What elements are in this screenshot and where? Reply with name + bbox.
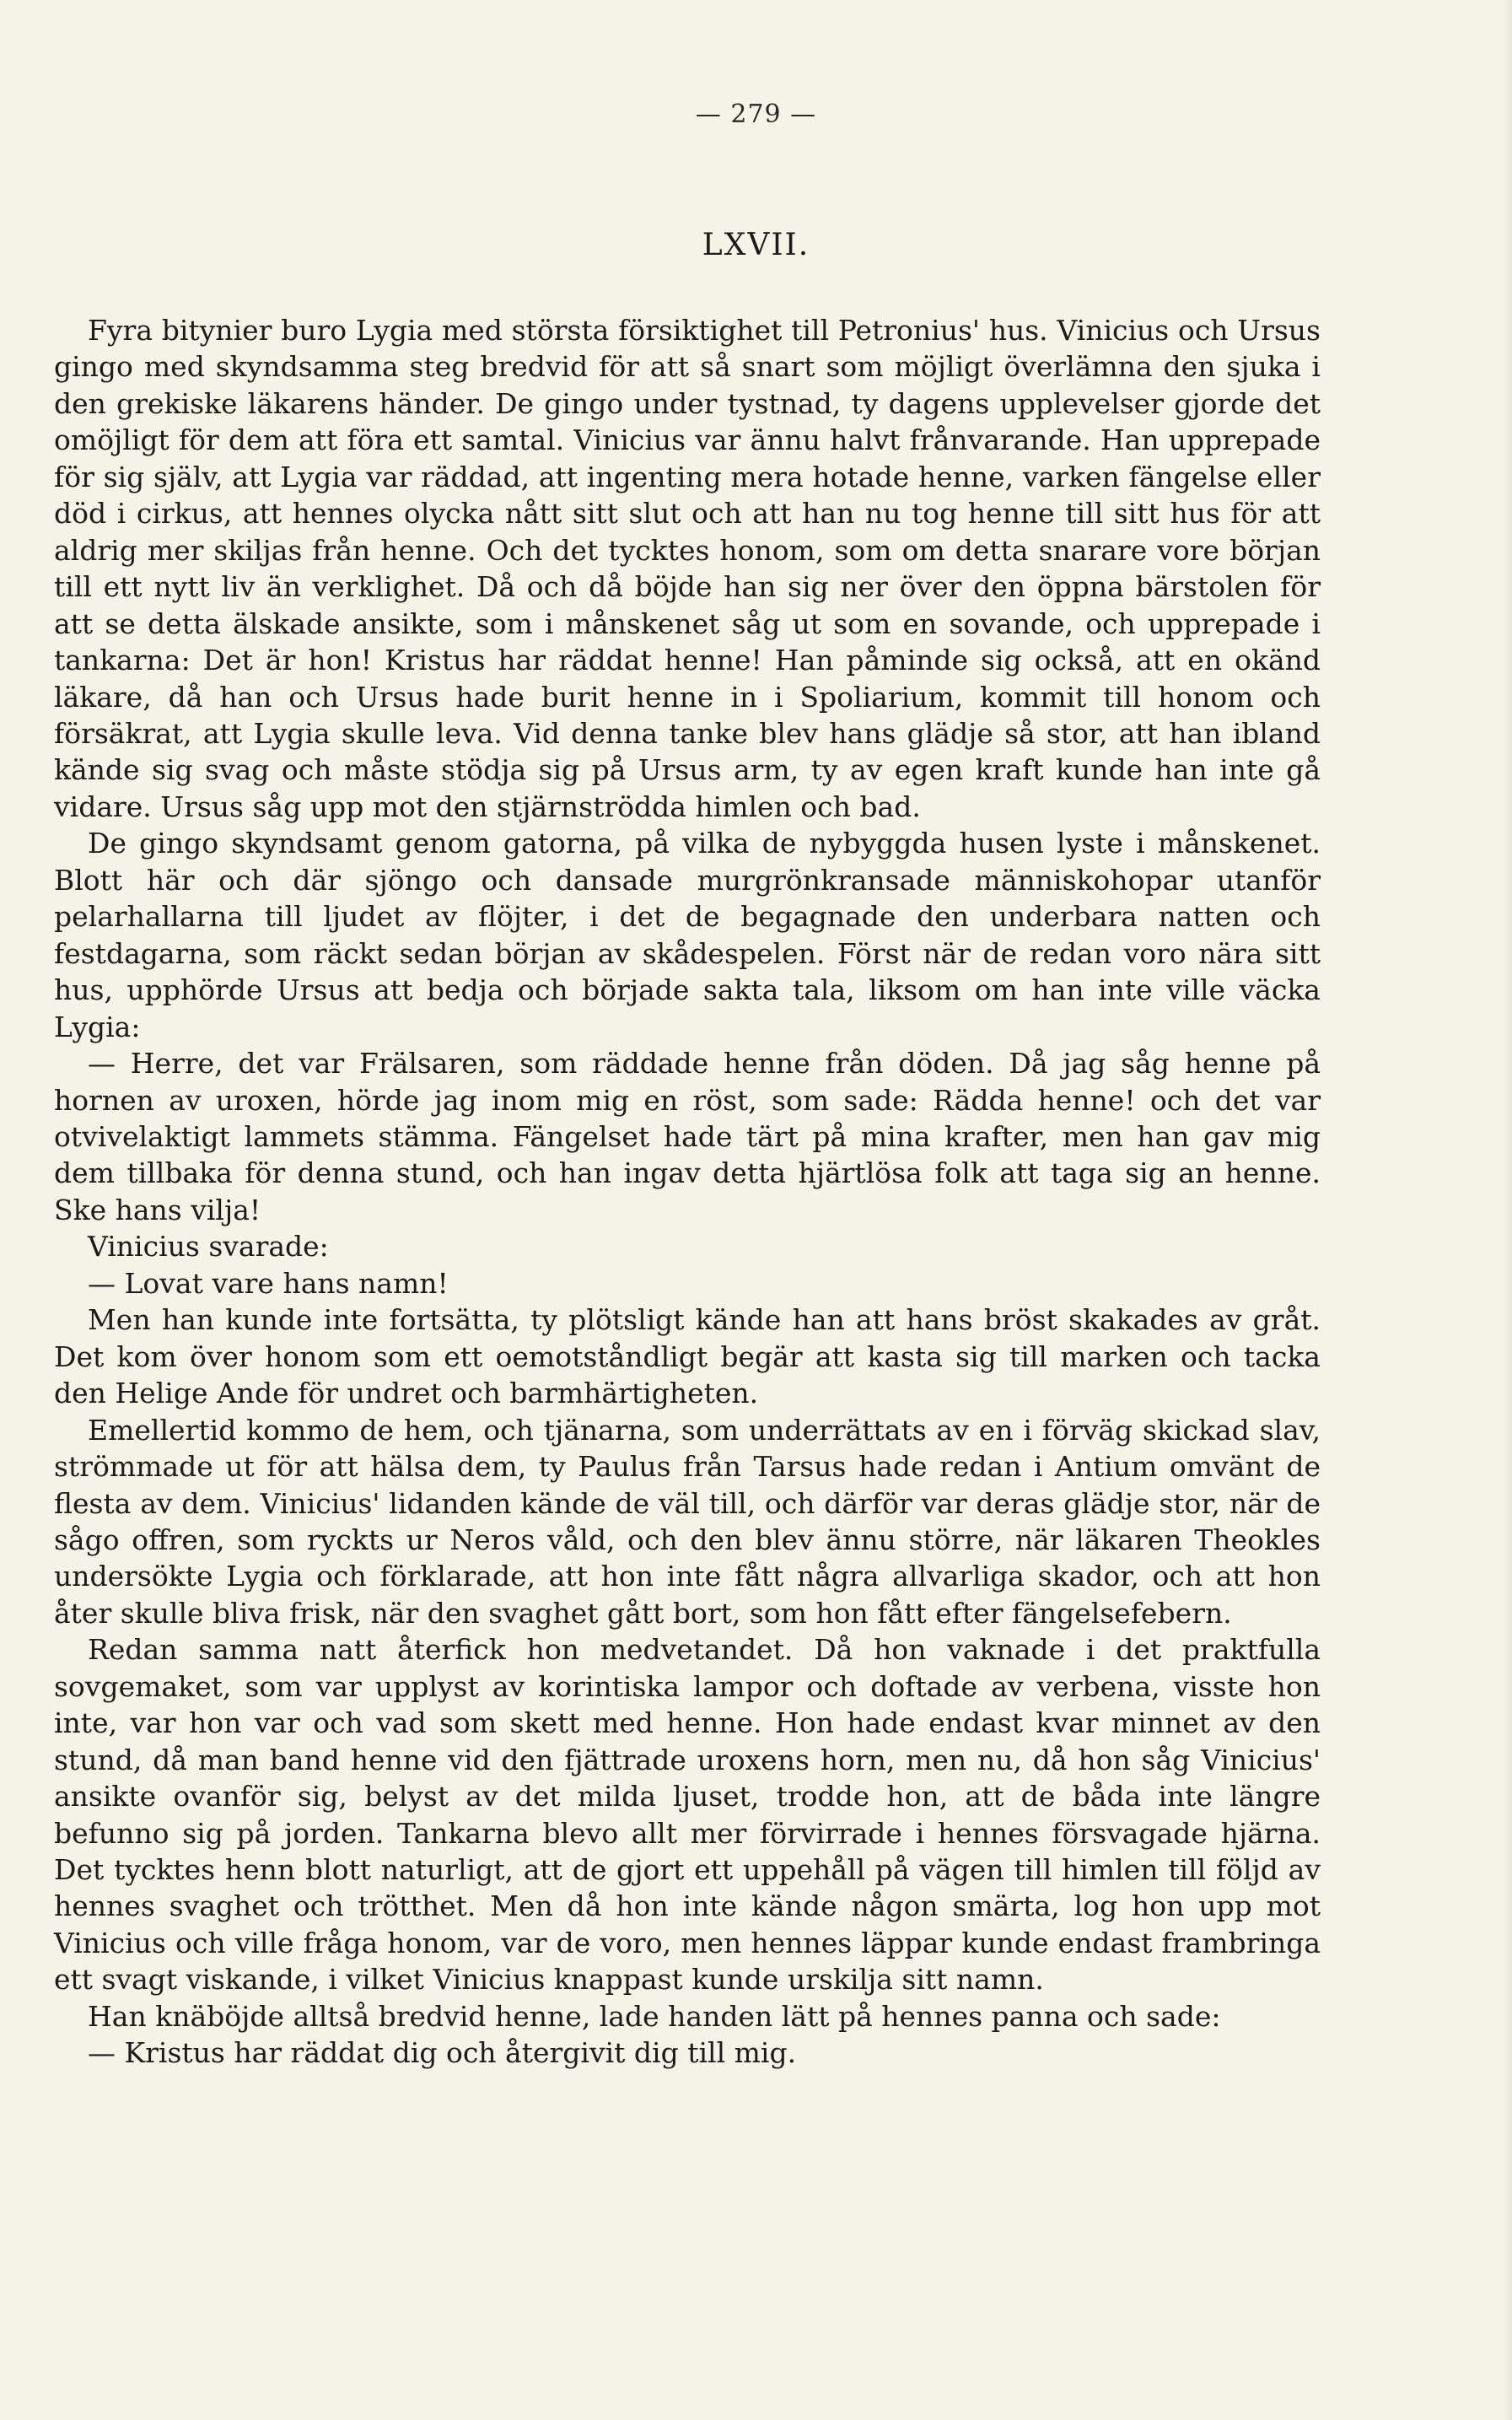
paragraph: — Lovat vare hans namn!	[88, 1266, 449, 1300]
paragraph: Men han kunde inte fortsätta, ty plötsligt kände han att hans bröst skakades av gråt. Det kom över honom som ett oemotståndligt begär att kasta sig till marken och tacka den Helige Ande för undret och barmhärtigheten.	[54, 1303, 1321, 1410]
paragraph: Vinicius svarade:	[88, 1230, 329, 1264]
paragraph: Fyra bitynier buro Lygia med största försiktighet till Petronius' hus. Vinicius och Ursus gingo med skyndsamma steg bredvid för att så snart som möjligt överlämna den sjuka i den grekiske läkarens händer. De gingo under tystnad, ty dagens upplevelser gjorde det omöjligt för dem att föra ett samtal. Vinicius var ännu halvt frånvarande. Han upprepade för sig själv, att Lygia var räddad, att ingenting mera hotade henne, varken fängelse eller död i cirkus, att hennes olycka nått sitt slut och att han nu tog henne till sitt hus för att aldrig mer skiljas från henne. Och det tycktes honom, som om detta snarare vore början till ett nytt liv än verklighet. Då och då böjde han sig ner över den öppna bärstolen för att se detta älskade ansikte, som i månskenet såg ut som en sovande, och upprepade i tankarna: Det är hon! Kristus har räddat henne! Han påminde sig också, att en okänd läkare, då han och Ursus hade burit henne in i Spoliarium, kommit till honom och försäkrat, att Lygia skulle leva. Vid denna tanke blev hans glädje så stor, att han ibland kände sig svag och måste stödja sig på Ursus arm, ty av egen kraft kunde han inte gå vidare. Ursus såg upp mot den stjärnströdda himlen och bad.	[54, 314, 1321, 823]
paragraph: Han knäböjde alltså bredvid henne, lade handen lätt på hennes panna och sade:	[88, 1999, 1221, 2033]
paragraph: Redan samma natt återfick hon medvetandet. Då hon vaknade i det praktfulla sovgemaket, som var upplyst av korintiska lampor och doftade av verbena, visste hon inte, var hon var och vad som skett med henne. Hon hade endast kvar minnet av den stund, då man band henne vid den fjättrade uroxens horn, men nu, då hon såg Vinicius' ansikte ovanför sig, belyst av det milda ljuset, trodde hon, att de båda inte längre befunno sig på jorden. Tankarna blevo allt mer förvirrade i hennes försvagade hjärna. Det tycktes henn blott naturligt, att de gjort ett uppehåll på vägen till himlen till följd av hennes svaghet och trötthet. Men då hon inte kände någon smärta, log hon upp mot Vinicius och ville fråga honom, var de voro, men hennes läppar kunde endast frambringa ett svagt viskande, i vilket Vinicius knappast kunde urskilja sitt namn.	[54, 1633, 1321, 1997]
body-text	[54, 312, 1321, 2072]
paragraph: — Herre, det var Frälsaren, som räddade henne från döden. Då jag såg henne på hornen av uroxen, hörde jag inom mig en röst, som sade: Rädda henne! och det var otvivelaktigt lammets stämma. Fängelset hade tärt på mina krafter, men han gav mig dem tillbaka för denna stund, och han ingav detta hjärtlösa folk att taga sig an henne. Ske hans vilja!	[54, 1047, 1321, 1226]
paragraph: — Kristus har räddat dig och återgivit dig till mig.	[88, 2036, 797, 2070]
page-number: — 279 —	[695, 100, 817, 129]
paragraph: De gingo skyndsamt genom gatorna, på vilka de nybyggda husen lyste i månskenet. Blott här och där sjöngo och dansade murgrönkransade människohopar utanför pelarhallarna till ljudet av flöjter, i det de begagnade den underbara natten och festdagarna, som räckt sedan början av skådespelen. Först när de redan voro nära sitt hus, upphörde Ursus att bedja och började sakta tala, liksom om han inte ville väcka Lygia:	[54, 827, 1321, 1043]
chapter-title: LXVII.	[702, 228, 810, 262]
paragraph: Emellertid kommo de hem, och tjänarna, som underrättats av en i förväg skickad slav, strömmade ut för att hälsa dem, ty Paulus från Tarsus hade redan i Antium omvänt de flesta av dem. Vinicius' lidanden kände de väl till, och därför var deras glädje stor, när de sågo offren, som ryckts ur Neros våld, och den blev ännu större, när läkaren Theokles undersökte Lygia och förklarade, att hon inte fått några allvarliga skador, och att hon åter skulle bliva frisk, när den svaghet gått bort, som hon fått efter fängelsefebern.	[54, 1413, 1321, 1630]
